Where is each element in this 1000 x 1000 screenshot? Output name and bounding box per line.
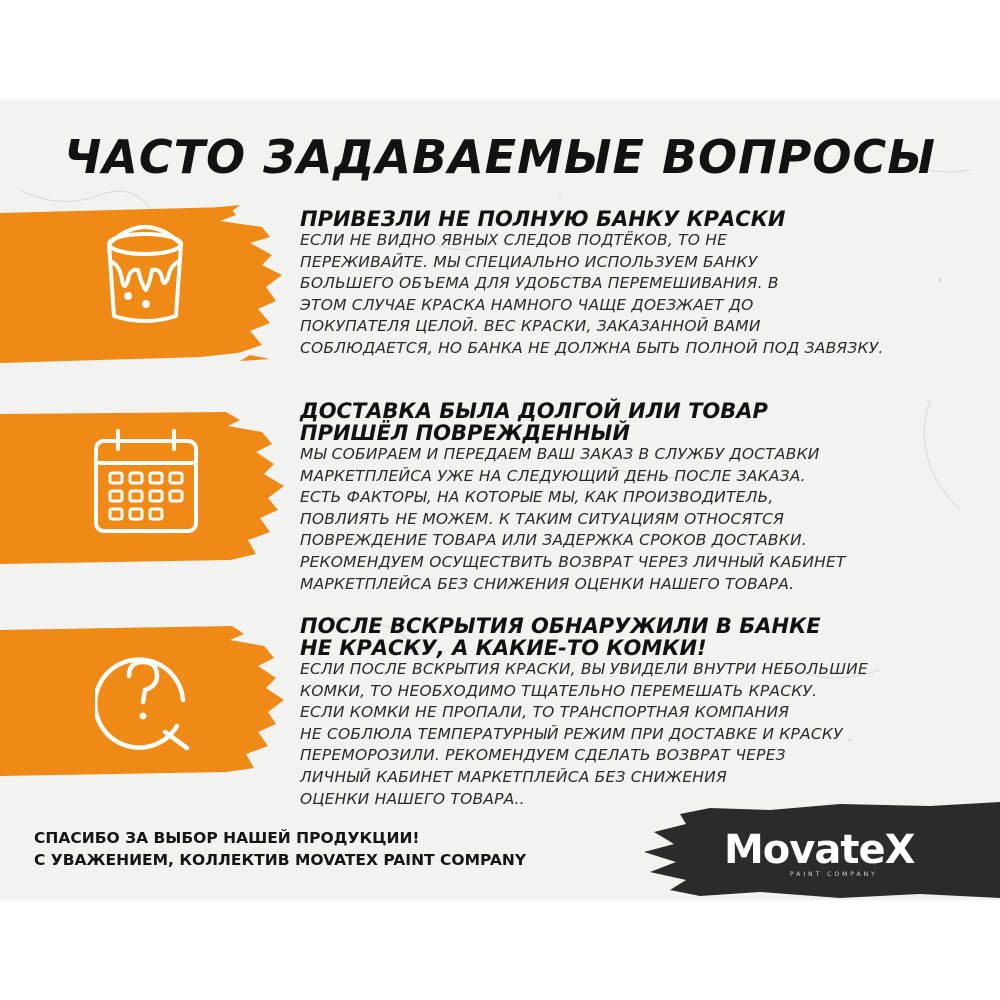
faq-question: ДОСТАВКА БЫЛА ДОЛГОЙ ИЛИ ТОВАР ПРИШЁЛ ПОВРЕЖДЕННЫЙ <box>300 399 768 445</box>
paint-bucket-icon <box>100 220 190 330</box>
faq-card <box>0 100 1000 900</box>
thanks-message: СПАСИБО ЗА ВЫБОР НАШЕЙ ПРОДУКЦИИ! С УВАЖЕНИЕМ, КОЛЛЕКТИВ MOVATEX PAINT COMPANY <box>34 829 527 869</box>
faq-answer: ЕСЛИ ПОСЛЕ ВСКРЫТИЯ КРАСКИ, ВЫ УВИДЕЛИ ВНУТРИ НЕБОЛЬШИЕ КОМКИ, ТО НЕОБХОДИМО ТЩАТЕЛЬНО ПЕРЕМЕШАТЬ КРАСКУ. ЕСЛИ КОМКИ НЕ ПРОПАЛИ, ТО ТРАНСПОРТНАЯ КОМПАНИЯ НЕ СОБЛЮЛА ТЕМПЕРАТУРНЫЙ РЕЖИМ ПРИ ДОСТАВКЕ И КРАСКУ ПЕРЕМОРОЗИЛИ. РЕКОМЕНДУЕМ СДЕЛАТЬ ВОЗВРАТ ЧЕРЕЗ ЛИЧНЫЙ КАБИНЕТ МАРКЕТПЛЕЙСА БЕЗ СНИЖЕНИЯ ОЦЕНКИ НАШЕГО ТОВАРА.. <box>300 660 868 808</box>
page-title: ЧАСТО ЗАДАВАЕМЫЕ ВОПРОСЫ <box>64 130 936 184</box>
faq-question: ПОСЛЕ ВСКРЫТИЯ ОБНАРУЖИЛИ В БАНКЕ НЕ КРАСКУ, А КАКИЕ-ТО КОМКИ! <box>300 614 821 660</box>
brand-tagline: PAINT COMPANY <box>790 871 878 878</box>
faq-item <box>300 208 960 360</box>
faq-question: ПРИВЕЗЛИ НЕ ПОЛНУЮ БАНКУ КРАСКИ <box>300 207 786 231</box>
brand-logo: MovateX <box>724 827 915 873</box>
calendar-icon <box>92 425 200 535</box>
faq-answer: ЕСЛИ НЕ ВИДНО ЯВНЫХ СЛЕДОВ ПОДТЁКОВ, ТО НЕ ПЕРЕЖИВАЙТЕ. МЫ СПЕЦИАЛЬНО ИСПОЛЬЗУЕМ БАНКУ БОЛЬШЕГО ОБЪЕМА ДЛЯ УДОБСТВА ПЕРЕМЕШИВАНИЯ. В ЭТОМ СЛУЧАЕ КРАСКА НАМНОГО ЧАЩЕ ДОЕЗЖАЕТ ДО ПОКУПАТЕЛЯ ЦЕЛОЙ. ВЕС КРАСКИ, ЗАКАЗАННОЙ ВАМИ СОБЛЮДАЕТСЯ, НО БАНКА НЕ ДОЛЖНА БЫТЬ ПОЛНОЙ ПОД ЗАВЯЗКУ. <box>300 231 884 357</box>
faq-item <box>300 400 960 595</box>
faq-answer: МЫ СОБИРАЕМ И ПЕРЕДАЕМ ВАШ ЗАКАЗ В СЛУЖБУ ДОСТАВКИ МАРКЕТПЛЕЙСА УЖЕ НА СЛЕДУЮЩИЙ ДЕНЬ ПОСЛЕ ЗАКАЗА. ЕСТЬ ФАКТОРЫ, НА КОТОРЫЕ МЫ, КАК ПРОИЗВОДИТЕЛЬ, ПОВЛИЯТЬ НЕ МОЖЕМ. К ТАКИМ СИТУАЦИЯМ ОТНОСЯТСЯ ПОВРЕЖДЕНИЕ ТОВАРА ИЛИ ЗАДЕРЖКА СРОКОВ ДОСТАВКИ. РЕКОМЕНДУЕМ ОСУЩЕСТВИТЬ ВОЗВРАТ ЧЕРЕЗ ЛИЧНЫЙ КАБИНЕТ МАРКЕТПЛЕЙСА БЕЗ СНИЖЕНИЯ ОЦЕНКИ НАШЕГО ТОВАРА. <box>300 445 846 593</box>
question-chat-icon <box>95 640 195 755</box>
faq-item <box>300 615 960 810</box>
